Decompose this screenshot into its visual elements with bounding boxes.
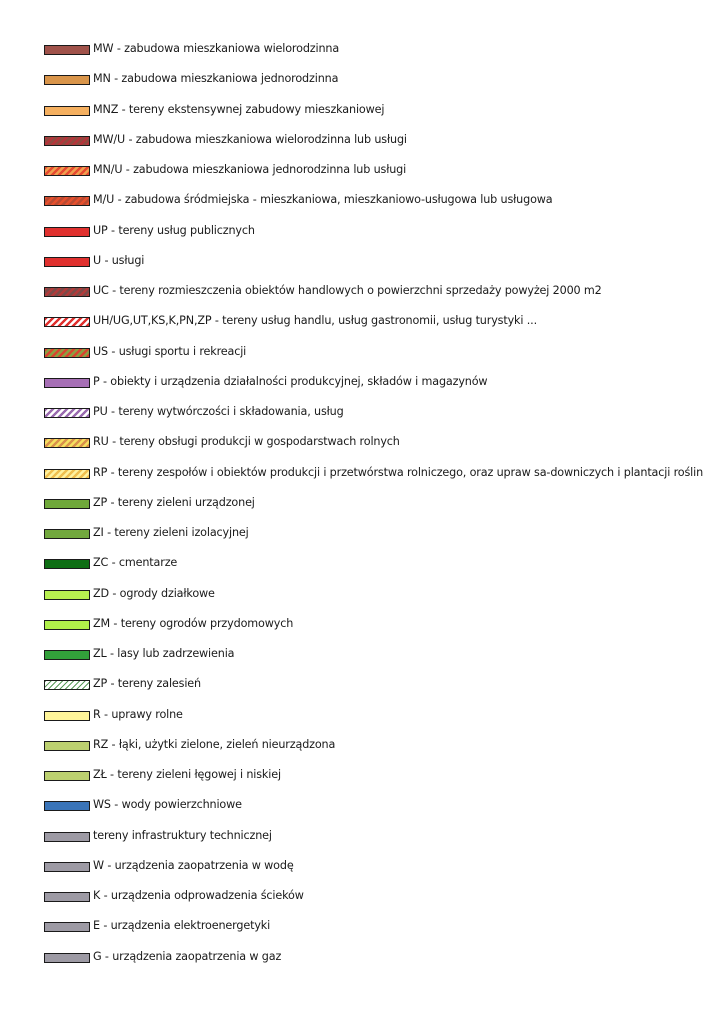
legend-item xyxy=(44,102,714,132)
legend-label: MNZ - tereny ekstensywnej zabudowy mieszkaniowej xyxy=(93,102,385,116)
legend-item xyxy=(44,495,714,525)
legend-label: US - usługi sportu i rekreacji xyxy=(93,344,247,358)
legend-label: tereny infrastruktury technicznej xyxy=(93,828,272,842)
legend-label: RP - tereny zespołów i obiektów produkcji i przetwórstwa rolniczego, oraz upraw sa-downiczych i plantacji roślin xyxy=(93,465,704,479)
legend-label: RZ - łąki, użytki zielone, zieleń nieurządzona xyxy=(93,737,336,751)
legend-item xyxy=(44,707,714,737)
legend-label: ZI - tereny zieleni izolacyjnej xyxy=(93,526,249,539)
legend-swatch-icon xyxy=(44,196,90,206)
legend-label: PU - tereny wytwórczości i składowania, usług xyxy=(93,405,344,418)
legend-item xyxy=(44,71,714,101)
legend-item xyxy=(44,434,714,464)
legend-swatch-icon xyxy=(44,680,90,690)
legend-item xyxy=(44,465,714,495)
legend-item xyxy=(44,858,714,888)
legend-label: E - urządzenia elektroenergetyki xyxy=(93,919,271,933)
legend-item xyxy=(44,616,714,646)
legend-swatch-icon xyxy=(44,559,90,569)
legend-item xyxy=(44,949,714,979)
legend-label: ZP - tereny zieleni urządzonej xyxy=(93,495,255,509)
legend-label: UP - tereny usług publicznych xyxy=(93,223,255,237)
legend-swatch-icon xyxy=(44,106,90,116)
legend-item xyxy=(44,374,714,404)
legend-swatch-icon xyxy=(44,75,90,85)
legend-label: ZC - cmentarze xyxy=(93,556,178,570)
legend-swatch-icon xyxy=(44,922,90,932)
map-legend xyxy=(44,41,714,979)
legend-swatch-icon xyxy=(44,317,90,327)
legend-swatch-icon xyxy=(44,408,90,418)
legend-label: ZD - ogrody działkowe xyxy=(93,586,215,600)
legend-label: RU - tereny obsługi produkcji w gospodarstwach rolnych xyxy=(93,435,400,449)
legend-item xyxy=(44,676,714,706)
legend-label: ZM - tereny ogrodów przydomowych xyxy=(93,616,294,630)
legend-item xyxy=(44,313,714,343)
legend-item xyxy=(44,132,714,162)
legend-swatch-icon xyxy=(44,499,90,509)
legend-label: U - usługi xyxy=(93,253,145,267)
legend-swatch-icon xyxy=(44,227,90,237)
legend-label: UC - tereny rozmieszczenia obiektów handlowych o powierzchni sprzedaży powyżej 2000 m2 xyxy=(93,284,602,297)
legend-label: MW/U - zabudowa mieszkaniowa wielorodzinna lub usługi xyxy=(93,132,407,146)
legend-item xyxy=(44,646,714,676)
legend-item xyxy=(44,192,714,222)
legend-swatch-icon xyxy=(44,469,90,479)
legend-item xyxy=(44,767,714,797)
legend-swatch-icon xyxy=(44,348,90,358)
legend-swatch-icon xyxy=(44,166,90,176)
legend-swatch-icon xyxy=(44,711,90,721)
legend-item xyxy=(44,404,714,434)
legend-label: WS - wody powierzchniowe xyxy=(93,798,242,812)
legend-label: R - uprawy rolne xyxy=(93,707,183,721)
legend-item xyxy=(44,253,714,283)
legend-label: MN/U - zabudowa mieszkaniowa jednorodzinna lub usługi xyxy=(93,163,407,176)
legend-swatch-icon xyxy=(44,136,90,146)
legend-item xyxy=(44,223,714,253)
legend-item xyxy=(44,344,714,374)
legend-label: W - urządzenia zaopatrzenia w wodę xyxy=(93,858,294,872)
legend-item xyxy=(44,283,714,313)
legend-item xyxy=(44,797,714,827)
legend-swatch-icon xyxy=(44,620,90,630)
legend-item xyxy=(44,828,714,858)
legend-swatch-icon xyxy=(44,378,90,388)
legend-label: ZŁ - tereny zieleni łęgowej i niskiej xyxy=(93,768,281,781)
legend-label: K - urządzenia odprowadzenia ścieków xyxy=(93,889,304,902)
legend-item xyxy=(44,162,714,192)
legend-item xyxy=(44,555,714,585)
legend-swatch-icon xyxy=(44,287,90,297)
legend-item xyxy=(44,525,714,555)
legend-item xyxy=(44,888,714,918)
legend-label: G - urządzenia zaopatrzenia w gaz xyxy=(93,949,282,963)
legend-swatch-icon xyxy=(44,892,90,902)
legend-label: MN - zabudowa mieszkaniowa jednorodzinna xyxy=(93,72,339,86)
legend-swatch-icon xyxy=(44,953,90,963)
legend-item xyxy=(44,586,714,616)
legend-item xyxy=(44,737,714,767)
legend-label: UH/UG,UT,KS,K,PN,ZP - tereny usług handlu, usług gastronomii, usług turystyki ... xyxy=(93,314,537,328)
legend-swatch-icon xyxy=(44,45,90,55)
legend-swatch-icon xyxy=(44,741,90,751)
legend-swatch-icon xyxy=(44,650,90,660)
legend-item xyxy=(44,41,714,71)
legend-swatch-icon xyxy=(44,590,90,600)
legend-item xyxy=(44,918,714,948)
legend-swatch-icon xyxy=(44,862,90,872)
legend-swatch-icon xyxy=(44,832,90,842)
legend-swatch-icon xyxy=(44,801,90,811)
legend-label: P - obiekty i urządzenia działalności produkcyjnej, składów i magazynów xyxy=(93,374,488,388)
legend-label: M/U - zabudowa śródmiejska - mieszkaniowa, mieszkaniowo-usługowa lub usługowa xyxy=(93,193,553,207)
legend-label: ZL - lasy lub zadrzewienia xyxy=(93,647,235,660)
legend-swatch-icon xyxy=(44,257,90,267)
legend-label: MW - zabudowa mieszkaniowa wielorodzinna xyxy=(93,42,340,55)
legend-swatch-icon xyxy=(44,771,90,781)
legend-label: ZP - tereny zalesień xyxy=(93,677,201,691)
legend-swatch-icon xyxy=(44,529,90,539)
legend-swatch-icon xyxy=(44,438,90,448)
